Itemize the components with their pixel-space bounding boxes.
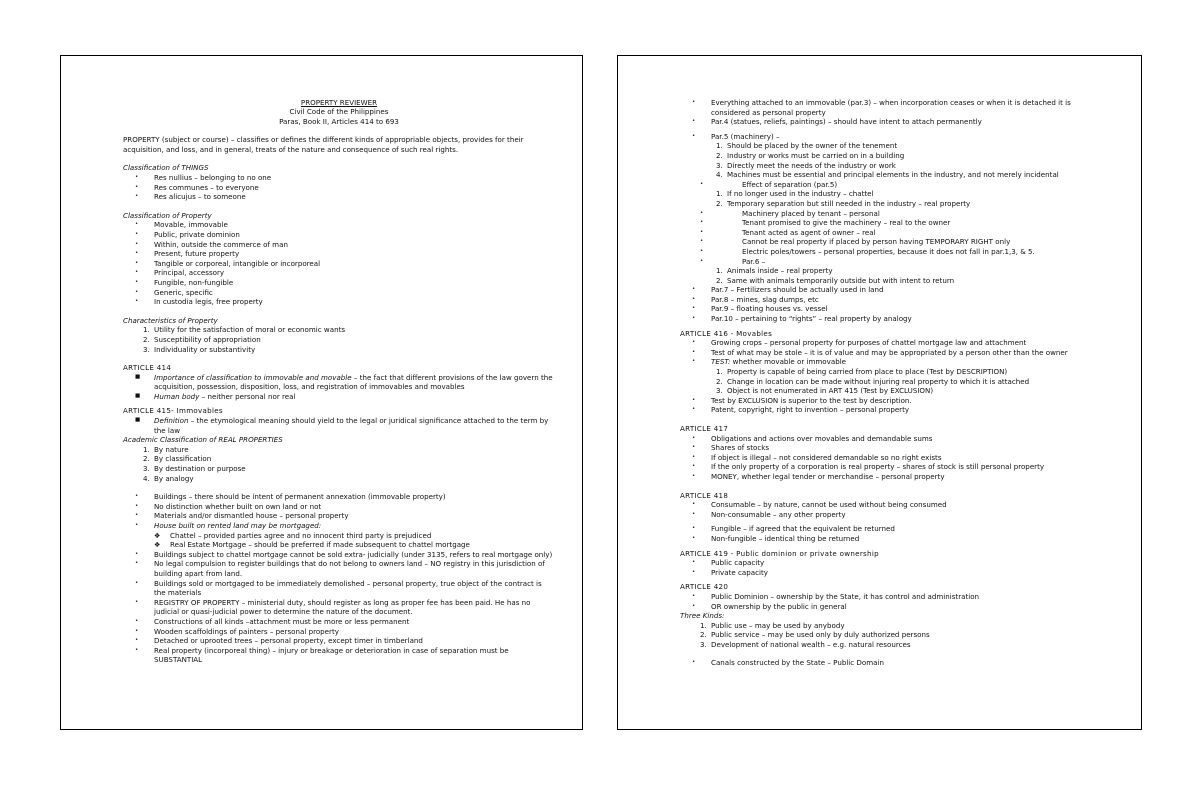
list-item: 3. Development of national wealth – e.g. natural resources [700,639,911,649]
article-417-heading: ARTICLE 417 [680,424,729,433]
document-title: PROPERTY REVIEWER [300,98,378,107]
page-left-content [123,98,555,665]
list-item: 2. By classification [143,454,212,464]
document-title-block [123,98,555,126]
list-item: • Machinery placed by tenant – personal [700,208,880,218]
list-item: • Within, outside the commerce of man [135,239,288,249]
list-item: 1. Should be placed by the owner of the tenement [716,141,898,151]
list-item: 2. Industry or works must be carried on in a building [716,150,905,160]
academic-classification-list [123,445,555,483]
list-item: • Par.10 – pertaining to “rights” – real property by analogy [692,314,912,324]
list-item: • Res alicujus – to someone [135,192,246,202]
list-item: • Wooden scaffoldings of painters – personal property [135,626,339,636]
list-item: ❖ Chattel – provided parties agree and no innocent third party is prejudiced [154,530,432,540]
list-item: • Test of what may be stole – it is of value and may be appropriated by a person other than the owner [692,347,1068,357]
list-item: 1. Animals inside – real property [716,266,833,276]
list-item: 1. By nature [143,444,189,454]
list-item: • Cannot be real property if placed by person having TEMPORARY RIGHT only [700,237,1011,247]
things-heading: Classification of THINGS [123,163,209,173]
list-item: • Par.5 (machinery) – [692,131,780,141]
list-item: • Res nullius – belonging to no one [135,173,272,182]
list-item: 2. Change in location can be made without injuring real property to which it is attached [716,376,1030,386]
list-item: • Growing crops – personal property for purposes of chattel mortgage law and attachment [692,338,1027,348]
list-item: • In custodia legis, free property [135,297,263,307]
list-item: ■ Human body – neither personal nor real [135,391,296,401]
list-item: • Par.7 – Fertilizers should be actually used in land [692,285,884,295]
list-item: 3. By destination or purpose [143,464,246,474]
list-item: 2. Susceptibility of appropriation [143,334,261,344]
document-subtitle: Civil Code of the Philippines [289,107,389,117]
list-item: • Par.6 – [700,256,766,266]
list-item: • OR ownership by the public in general [692,601,847,611]
list-item: • Electric poles/towers – personal properties, because it does not fall in par.1,3, & 5. [700,246,1035,256]
list-item: • Patent, copyright, right to invention – personal property [692,405,910,415]
list-item: • Par.4 (statues, reliefs, paintings) – should have intent to attach permanently [692,117,982,127]
list-item: ■ Importance of classification to immovable and movable – the fact that different provisions of the law govern the acquisition, possession, disposition, loss, and registration of immovables and movables [135,372,553,392]
list-item: 3. Individuality or substantivity [143,344,256,354]
list-item: • Par.8 – mines, slag dumps, etc [692,294,819,304]
list-item: • Buildings – there should be intent of permanent annexation (immovable property) [135,492,446,502]
list-item: • No legal compulsion to register buildings that do not belong to owners land – NO registry in this jurisdiction of building apart from land. [135,559,545,578]
list-item: 4. Machines must be essential and principal elements in the industry, and not merely incidental [716,170,1059,180]
list-item: 4. By analogy [143,473,194,483]
list-item: • Fungible, non-fungible [135,277,234,287]
list-item: • Generic, specific [135,287,213,297]
characteristics-heading: Characteristics of Property [123,315,218,325]
list-item: • No distinction whether built on own land or not [135,501,322,511]
list-item: • MONEY, whether legal tender or merchandise – personal property [692,471,945,481]
property-classification-list [123,220,555,306]
list-item: • Buildings sold or mortgaged to be immediately demolished – personal property, true object of the contract is the materials [135,578,542,598]
list-item: 3. Directly meet the needs of the industry or work [716,160,896,170]
list-item: 3. Object is not enumerated in ART 415 (Test by EXCLUSION) [716,386,934,396]
list-item: • Canals constructed by the State – Public Domain [692,658,884,668]
immovables-rules-list [123,492,555,665]
article-419-heading: ARTICLE 419 - Public dominion or private ownership [680,548,879,558]
list-item: • Private capacity [692,567,768,577]
article-414-heading: ARTICLE 414 [123,363,172,373]
list-item: 1. Utility for the satisfaction of moral or economic wants [143,325,346,335]
list-item: 2. Public service – may be used only by duly authorized persons [700,630,930,640]
characteristics-list [123,325,555,354]
list-item: 2. Same with animals temporarily outside but with intent to return [716,275,955,285]
list-item: • Public, private dominion [135,229,240,239]
list-item: • Obligations and actions over movables and demandable sums [692,433,933,443]
list-item: • Fungible – if agreed that the equivalent be returned [692,524,895,534]
things-list [123,173,555,202]
list-item: • Detached or uprooted trees – personal property, except timer in timberland [135,636,423,646]
list-item: • Public Dominion – ownership by the State, it has control and administration [692,591,980,601]
list-item: • If the only property of a corporation is real property – shares of stock is still personal property [692,462,1045,472]
article-415-heading: ARTICLE 415- Immovables [123,406,223,416]
list-item: • Res communes – to everyone [135,182,259,192]
list-item: • Present, future property [135,249,240,259]
list-item: ■ Definition – the etymological meaning should yield to the legal or juridical significance attached to the term by the law [135,416,549,435]
academic-classification-heading: Academic Classification of REAL PROPERTIES [123,435,283,445]
list-item: ❖ Real Estate Mortgage – should be preferred if made subsequent to chattel mortgage [154,540,470,550]
list-item: • House built on rented land may be mortgaged: [135,521,322,530]
list-item: • If object is illegal – not considered demandable so no right exists [692,452,942,462]
list-item: • Movable, immovable [135,220,228,230]
list-item: • Par.9 – floating houses vs. vessel [692,304,828,314]
list-item: • Real property (incorporeal thing) – injury or breakage or deterioration in case of separation must be SUBSTANTIAL [135,645,509,665]
list-item: • Shares of stocks [692,443,770,453]
document-page-right [617,55,1142,730]
list-item: 1. Property is capable of being carried from place to place (Test by DESCRIPTION) [716,367,1008,377]
list-item: 1. If no longer used in the industry – chattel [716,189,874,199]
property-classification-heading: Classification of Property [123,210,212,220]
article-414-list [123,373,555,402]
list-item: • Tenant acted as agent of owner – real [700,227,876,237]
article-418-heading: ARTICLE 418 [680,490,729,500]
document-source: Paras, Book II, Articles 414 to 693 [279,116,399,126]
list-item: • Everything attached to an immovable (par.3) – when incorporation ceases or when it is detached it is considered as personal property [692,98,1071,117]
list-item: • Non-consumable – any other property [692,509,846,519]
list-item: 2. Temporary separation but still needed in the industry – real property [716,198,971,208]
list-item: • Effect of separation (par.5) [700,179,838,189]
list-item: • Materials and/or dismantled house – personal property [135,511,349,521]
list-item: • Buildings subject to chattel mortgage cannot be sold extra- judicially (under 3135, refers to real mortgage only) [135,549,553,559]
list-item: • Consumable – by nature, cannot be used without being consumed [692,500,947,510]
list-item: • Constructions of all kinds –attachment must be more or less permanent [135,616,410,626]
list-item: • TEST: whether movable or immovable [692,357,847,367]
three-kinds-heading: Three Kinds: [680,611,725,621]
article-420-heading: ARTICLE 420 [680,582,729,592]
list-item: • Public capacity [692,558,765,568]
list-item: 1. Public use – may be used by anybody [700,620,845,630]
list-item: • REGISTRY OF PROPERTY – ministerial duty, should register as long as proper fee has been paid. He has no judicial or quasi-judicial power to determine the nature of the document. [135,597,531,617]
list-item: • Non-fungible – identical thing be returned [692,533,860,543]
list-item: • Principal, accessory [135,268,225,278]
list-item: • Test by EXCLUSION is superior to the test by description. [692,395,912,405]
list-item: • Tenant promised to give the machinery – real to the owner [700,218,951,228]
page-right-content [680,98,1098,668]
document-page-left [60,55,583,730]
intro-paragraph: PROPERTY (subject or course) – classifies or defines the different kinds of appropriable objects, provides for their acquisition, and loss, and in general, treats of the nature and consequence of such real rights. [123,135,524,154]
list-item: • Tangible or corporeal, intangible or incorporeal [135,258,321,268]
article-416-heading: ARTICLE 416 - Movables [680,328,773,338]
